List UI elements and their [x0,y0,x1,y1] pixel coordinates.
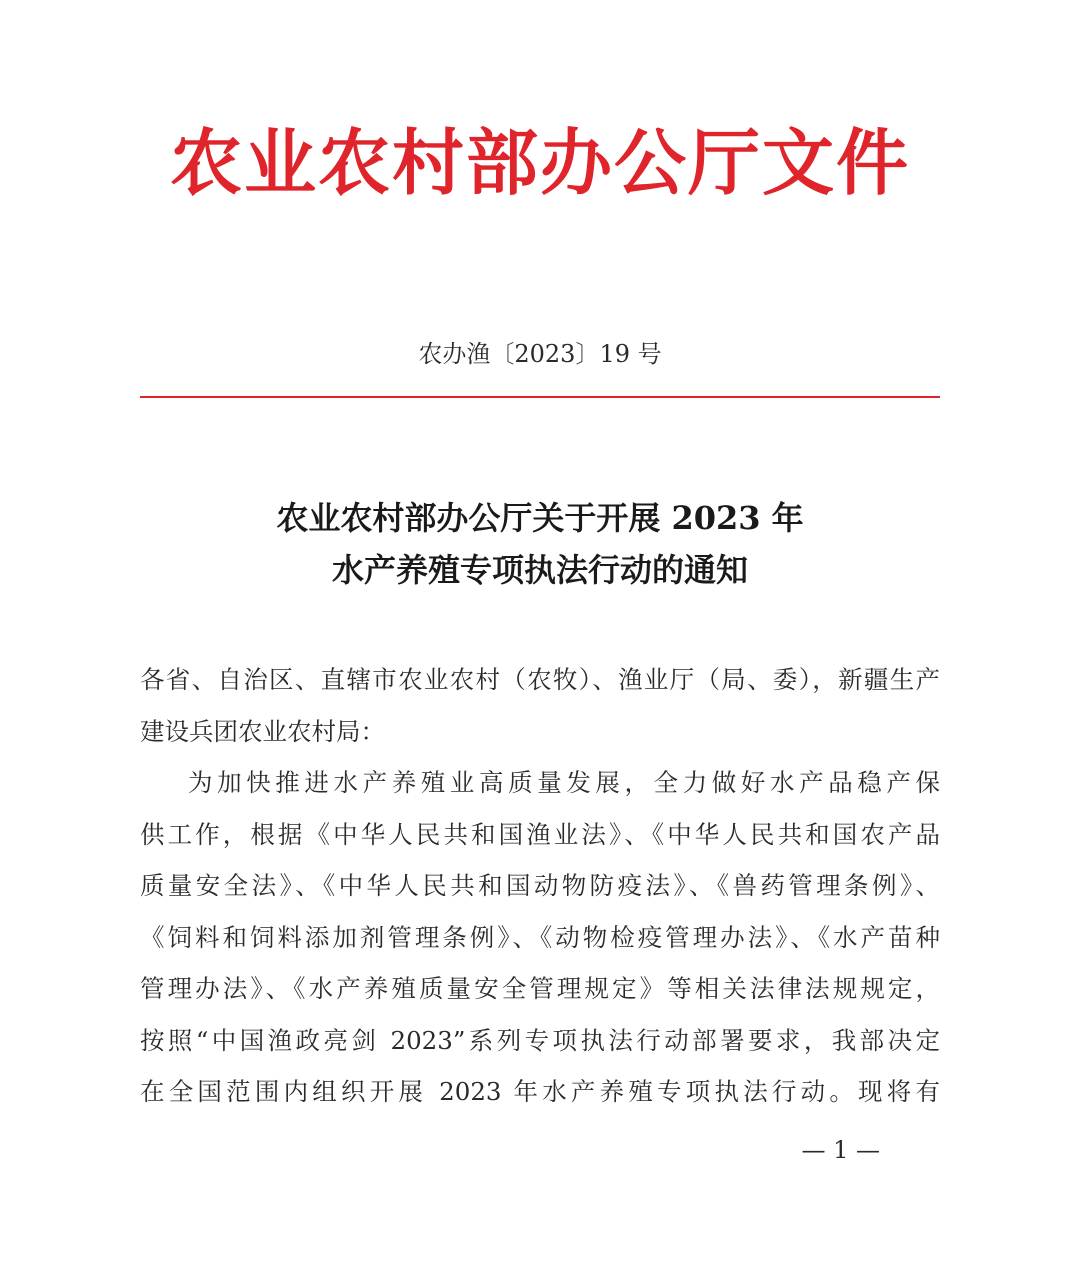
notice-title-line-2: 水产养殖专项执法行动的通知 [331,551,748,589]
notice-title-line-1: 农业农村部办公厅关于开展 2023 年 [276,499,804,537]
paragraph-line: 按照“中国渔政亮剑 2023”系列专项执法行动部署要求，我部决定 [140,1025,940,1055]
paragraph-line: 质量安全法》、《中华人民共和国动物防疫法》、《兽药管理条例》、 [140,871,940,900]
paragraph-line: 在全国范围内组织开展 2023 年水产养殖专项执法行动。现将有 [140,1077,940,1106]
salutation-line-1: 各省、自治区、直辖市农业农村（农牧）、渔业厅（局、委），新疆生产 [140,665,940,694]
paragraph-line: 《饲料和饲料添加剂管理条例》、《动物检疫管理办法》、《水产苗种 [140,922,940,952]
document-number: 农办渔〔2023〕19 号 [418,340,662,368]
document-body [140,654,940,1118]
notice-title [0,492,1080,596]
paragraph-line: 为加快推进水产养殖业高质量发展，全力做好水产品稳产保 [188,768,940,797]
page-number: — 1 — [801,1136,880,1164]
paragraph-line: 供工作，根据《中华人民共和国渔业法》、《中华人民共和国农产品 [140,819,940,849]
red-divider-line [140,396,940,398]
salutation-line-2: 建设兵团农业农村局： [140,716,385,746]
masthead-title: 农业农村部办公厅文件 [169,120,910,205]
paragraph-line: 管理办法》、《水产养殖质量安全管理规定》等相关法律法规规定， [140,974,940,1003]
